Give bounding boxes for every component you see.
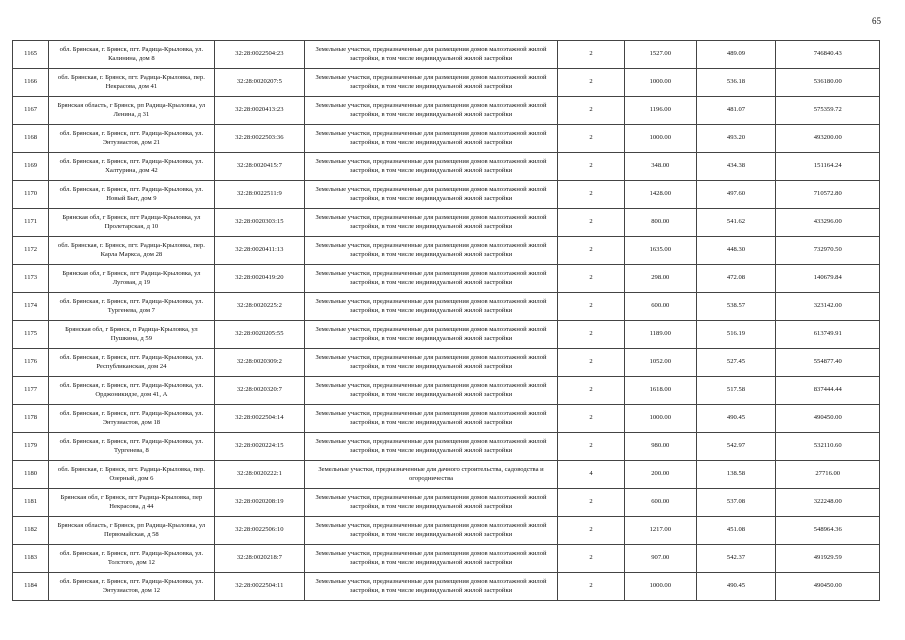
group-cell: 2	[557, 377, 624, 405]
cadastral-number-cell: 32:28:0020222:1	[214, 461, 305, 489]
area-cell: 1000.00	[625, 405, 696, 433]
area-cell: 1428.00	[625, 181, 696, 209]
address-cell: обл. Брянская, г. Брянск, пгт. Радица-Крыловка, ул. Тургенева, 8	[49, 433, 214, 461]
permitted-use-cell: Земельные участки, предназначенные для размещения домов малоэтажной жилой застройки, в том числе индивидуальной жилой застройки	[305, 265, 558, 293]
area-cell: 1052.00	[625, 349, 696, 377]
cadastral-value-cell: 575359.72	[776, 97, 880, 125]
area-cell: 1527.00	[625, 41, 696, 69]
cadastral-value-cell: 732970.50	[776, 237, 880, 265]
row-number: 1173	[13, 265, 49, 293]
row-number: 1174	[13, 293, 49, 321]
cadastral-number-cell: 32:28:0022504:14	[214, 405, 305, 433]
cadastral-value-cell: 837444.44	[776, 377, 880, 405]
cadastral-value-cell: 493200.00	[776, 125, 880, 153]
group-cell: 2	[557, 97, 624, 125]
area-cell: 1196.00	[625, 97, 696, 125]
area-cell: 348.00	[625, 153, 696, 181]
row-number: 1180	[13, 461, 49, 489]
table-row	[13, 545, 880, 573]
table-row	[13, 349, 880, 377]
row-number: 1165	[13, 41, 49, 69]
permitted-use-cell: Земельные участки, предназначенные для размещения домов малоэтажной жилой застройки, в том числе индивидуальной жилой застройки	[305, 405, 558, 433]
cadastral-number-cell: 32:28:0020205:55	[214, 321, 305, 349]
cadastral-number-cell: 32:28:0020419:20	[214, 265, 305, 293]
table-row	[13, 69, 880, 97]
permitted-use-cell: Земельные участки, предназначенные для размещения домов малоэтажной жилой застройки, в том числе индивидуальной жилой застройки	[305, 41, 558, 69]
area-cell: 1635.00	[625, 237, 696, 265]
area-cell: 298.00	[625, 265, 696, 293]
permitted-use-cell: Земельные участки, предназначенные для размещения домов малоэтажной жилой застройки, в том числе индивидуальной жилой застройки	[305, 573, 558, 601]
group-cell: 2	[557, 69, 624, 97]
row-number: 1176	[13, 349, 49, 377]
row-number: 1166	[13, 69, 49, 97]
address-cell: обл. Брянская, г. Брянск, пгт. Радица-Крыловка, ул. Новый Быт, дом 9	[49, 181, 214, 209]
area-cell: 1217.00	[625, 517, 696, 545]
permitted-use-cell: Земельные участки, предназначенные для размещения домов малоэтажной жилой застройки, в том числе индивидуальной жилой застройки	[305, 153, 558, 181]
cadastral-value-cell: 490450.00	[776, 573, 880, 601]
row-number: 1178	[13, 405, 49, 433]
row-number: 1179	[13, 433, 49, 461]
group-cell: 2	[557, 153, 624, 181]
cadastral-number-cell: 32:28:0020320:7	[214, 377, 305, 405]
permitted-use-cell: Земельные участки, предназначенные для размещения домов малоэтажной жилой застройки, в том числе индивидуальной жилой застройки	[305, 209, 558, 237]
cadastral-number-cell: 32:28:0022503:36	[214, 125, 305, 153]
address-cell: обл. Брянская, г. Брянск, пгт. Радица-Крыловка, пер. Озерный, дом 6	[49, 461, 214, 489]
address-cell: Брянская обл, г Брянск, пгт Радица-Крыловка, пер Некрасова, д 44	[49, 489, 214, 517]
cadastral-value-cell: 27716.00	[776, 461, 880, 489]
row-number: 1169	[13, 153, 49, 181]
specific-value-cell: 537.08	[696, 489, 776, 517]
table-row	[13, 321, 880, 349]
cadastral-value-cell: 554877.40	[776, 349, 880, 377]
specific-value-cell: 536.18	[696, 69, 776, 97]
group-cell: 2	[557, 181, 624, 209]
table-row	[13, 405, 880, 433]
permitted-use-cell: Земельные участки, предназначенные для размещения домов малоэтажной жилой застройки, в том числе индивидуальной жилой застройки	[305, 321, 558, 349]
row-number: 1183	[13, 545, 49, 573]
group-cell: 2	[557, 265, 624, 293]
cadastral-number-cell: 32:28:0022504:23	[214, 41, 305, 69]
group-cell: 2	[557, 517, 624, 545]
permitted-use-cell: Земельные участки, предназначенные для размещения домов малоэтажной жилой застройки, в том числе индивидуальной жилой застройки	[305, 237, 558, 265]
cadastral-number-cell: 32:28:0020411:13	[214, 237, 305, 265]
specific-value-cell: 472.08	[696, 265, 776, 293]
table-row	[13, 293, 880, 321]
address-cell: обл. Брянская, г. Брянск, пгт. Радица-Крыловка, ул. Энтузиастов, дом 12	[49, 573, 214, 601]
permitted-use-cell: Земельные участки, предназначенные для дачного строительства, садоводства и огородничества	[305, 461, 558, 489]
specific-value-cell: 448.30	[696, 237, 776, 265]
address-cell: обл. Брянская, г. Брянск, пгт. Радица-Крыловка, ул. Энтузиастов, дом 18	[49, 405, 214, 433]
group-cell: 2	[557, 321, 624, 349]
address-cell: обл. Брянская, г. Брянск, пгт. Радица-Крыловка, ул. Толстого, дом 12	[49, 545, 214, 573]
table-row	[13, 97, 880, 125]
specific-value-cell: 516.19	[696, 321, 776, 349]
cadastral-value-cell: 491929.59	[776, 545, 880, 573]
group-cell: 2	[557, 293, 624, 321]
cadastral-number-cell: 32:28:0020224:15	[214, 433, 305, 461]
cadastral-value-cell: 322248.00	[776, 489, 880, 517]
address-cell: обл. Брянская, г. Брянск, пгт. Радица-Крыловка, ул. Энтузиастов, дом 21	[49, 125, 214, 153]
cadastral-number-cell: 32:28:0022504:11	[214, 573, 305, 601]
area-cell: 1618.00	[625, 377, 696, 405]
table-row	[13, 573, 880, 601]
address-cell: обл. Брянская, г. Брянск, пгт. Радица-Крыловка, пер. Карла Маркса, дом 28	[49, 237, 214, 265]
group-cell: 2	[557, 41, 624, 69]
cadastral-value-cell: 323142.00	[776, 293, 880, 321]
specific-value-cell: 490.45	[696, 405, 776, 433]
address-cell: обл. Брянская, г. Брянск, пгт. Радица-Крыловка, ул. Тургенева, дом 7	[49, 293, 214, 321]
area-cell: 1000.00	[625, 125, 696, 153]
group-cell: 2	[557, 545, 624, 573]
specific-value-cell: 451.08	[696, 517, 776, 545]
table-row	[13, 237, 880, 265]
specific-value-cell: 481.07	[696, 97, 776, 125]
table-row	[13, 517, 880, 545]
row-number: 1168	[13, 125, 49, 153]
cadastral-number-cell: 32:28:0020415:7	[214, 153, 305, 181]
group-cell: 4	[557, 461, 624, 489]
cadastral-number-cell: 32:28:0020309:2	[214, 349, 305, 377]
cadastral-value-cell: 490450.00	[776, 405, 880, 433]
area-cell: 600.00	[625, 489, 696, 517]
permitted-use-cell: Земельные участки, предназначенные для размещения домов малоэтажной жилой застройки, в том числе индивидуальной жилой застройки	[305, 545, 558, 573]
area-cell: 1000.00	[625, 69, 696, 97]
area-cell: 800.00	[625, 209, 696, 237]
permitted-use-cell: Земельные участки, предназначенные для размещения домов малоэтажной жилой застройки, в том числе индивидуальной жилой застройки	[305, 69, 558, 97]
cadastral-value-cell: 151164.24	[776, 153, 880, 181]
permitted-use-cell: Земельные участки, предназначенные для размещения домов малоэтажной жилой застройки, в том числе индивидуальной жилой застройки	[305, 433, 558, 461]
row-number: 1177	[13, 377, 49, 405]
address-cell: Брянская обл, г Брянск, п Радица-Крыловка, ул Пушкина, д 59	[49, 321, 214, 349]
area-cell: 200.00	[625, 461, 696, 489]
table-row	[13, 265, 880, 293]
specific-value-cell: 542.37	[696, 545, 776, 573]
area-cell: 600.00	[625, 293, 696, 321]
table-row	[13, 433, 880, 461]
permitted-use-cell: Земельные участки, предназначенные для размещения домов малоэтажной жилой застройки, в том числе индивидуальной жилой застройки	[305, 349, 558, 377]
address-cell: обл. Брянская, г. Брянск, пгт. Радица-Крыловка, ул. Калинина, дом 8	[49, 41, 214, 69]
area-cell: 980.00	[625, 433, 696, 461]
cadastral-number-cell: 32:28:0022506:10	[214, 517, 305, 545]
row-number: 1171	[13, 209, 49, 237]
specific-value-cell: 541.62	[696, 209, 776, 237]
specific-value-cell: 542.97	[696, 433, 776, 461]
permitted-use-cell: Земельные участки, предназначенные для размещения домов малоэтажной жилой застройки, в том числе индивидуальной жилой застройки	[305, 293, 558, 321]
cadastral-number-cell: 32:28:0020413:23	[214, 97, 305, 125]
row-number: 1182	[13, 517, 49, 545]
row-number: 1175	[13, 321, 49, 349]
permitted-use-cell: Земельные участки, предназначенные для размещения домов малоэтажной жилой застройки, в том числе индивидуальной жилой застройки	[305, 181, 558, 209]
table-row	[13, 489, 880, 517]
specific-value-cell: 538.57	[696, 293, 776, 321]
permitted-use-cell: Земельные участки, предназначенные для размещения домов малоэтажной жилой застройки, в том числе индивидуальной жилой застройки	[305, 377, 558, 405]
address-cell: Брянская обл, г Брянск, пгт Радица-Крыловка, ул Луговая, д 19	[49, 265, 214, 293]
area-cell: 1000.00	[625, 573, 696, 601]
table-row	[13, 377, 880, 405]
group-cell: 2	[557, 433, 624, 461]
group-cell: 2	[557, 349, 624, 377]
group-cell: 2	[557, 125, 624, 153]
address-cell: обл. Брянская, г. Брянск, пгт. Радица-Крыловка, ул. Орджоникидзе, дом 41, А	[49, 377, 214, 405]
table-row	[13, 209, 880, 237]
land-plot-table	[12, 40, 880, 601]
cadastral-number-cell: 32:28:0020207:5	[214, 69, 305, 97]
area-cell: 1189.00	[625, 321, 696, 349]
cadastral-number-cell: 32:28:0020303:15	[214, 209, 305, 237]
cadastral-value-cell: 532110.60	[776, 433, 880, 461]
table-row	[13, 461, 880, 489]
table-row	[13, 181, 880, 209]
cadastral-value-cell: 140679.84	[776, 265, 880, 293]
row-number: 1184	[13, 573, 49, 601]
specific-value-cell: 493.20	[696, 125, 776, 153]
table-row	[13, 125, 880, 153]
table-row	[13, 41, 880, 69]
cadastral-value-cell: 536180.00	[776, 69, 880, 97]
address-cell: обл. Брянская, г. Брянск, пгт. Радица-Крыловка, ул. Халтурина, дом 42	[49, 153, 214, 181]
specific-value-cell: 434.38	[696, 153, 776, 181]
group-cell: 2	[557, 405, 624, 433]
specific-value-cell: 517.58	[696, 377, 776, 405]
address-cell: Брянская область, г Брянск, рп Радица-Крыловка, ул Первомайская, д 58	[49, 517, 214, 545]
group-cell: 2	[557, 237, 624, 265]
address-cell: обл. Брянская, г. Брянск, пгт. Радица-Крыловка, ул. Республиканская, дом 24	[49, 349, 214, 377]
permitted-use-cell: Земельные участки, предназначенные для размещения домов малоэтажной жилой застройки, в том числе индивидуальной жилой застройки	[305, 97, 558, 125]
specific-value-cell: 489.09	[696, 41, 776, 69]
table-body	[13, 41, 880, 601]
specific-value-cell: 138.58	[696, 461, 776, 489]
permitted-use-cell: Земельные участки, предназначенные для размещения домов малоэтажной жилой застройки, в том числе индивидуальной жилой застройки	[305, 125, 558, 153]
permitted-use-cell: Земельные участки, предназначенные для размещения домов малоэтажной жилой застройки, в том числе индивидуальной жилой застройки	[305, 489, 558, 517]
address-cell: Брянская область, г Брянск, рп Радица-Крыловка, ул Ленина, д 31	[49, 97, 214, 125]
cadastral-value-cell: 710572.80	[776, 181, 880, 209]
page-number: 65	[872, 16, 881, 26]
row-number: 1170	[13, 181, 49, 209]
cadastral-value-cell: 746840.43	[776, 41, 880, 69]
group-cell: 2	[557, 489, 624, 517]
cadastral-number-cell: 32:28:0020208:19	[214, 489, 305, 517]
cadastral-value-cell: 433296.00	[776, 209, 880, 237]
group-cell: 2	[557, 209, 624, 237]
row-number: 1172	[13, 237, 49, 265]
group-cell: 2	[557, 573, 624, 601]
specific-value-cell: 527.45	[696, 349, 776, 377]
row-number: 1181	[13, 489, 49, 517]
table-row	[13, 153, 880, 181]
address-cell: обл. Брянская, г. Брянск, пгт. Радица-Крыловка, пер. Некрасова, дом 41	[49, 69, 214, 97]
cadastral-number-cell: 32:28:0020225:2	[214, 293, 305, 321]
cadastral-number-cell: 32:28:0020218:7	[214, 545, 305, 573]
area-cell: 907.00	[625, 545, 696, 573]
address-cell: Брянская обл, г Брянск, пгт Радица-Крыловка, ул Пролетарская, д 10	[49, 209, 214, 237]
specific-value-cell: 490.45	[696, 573, 776, 601]
cadastral-value-cell: 613749.91	[776, 321, 880, 349]
specific-value-cell: 497.60	[696, 181, 776, 209]
row-number: 1167	[13, 97, 49, 125]
cadastral-value-cell: 548964.36	[776, 517, 880, 545]
cadastral-number-cell: 32:28:0022511:9	[214, 181, 305, 209]
permitted-use-cell: Земельные участки, предназначенные для размещения домов малоэтажной жилой застройки, в том числе индивидуальной жилой застройки	[305, 517, 558, 545]
